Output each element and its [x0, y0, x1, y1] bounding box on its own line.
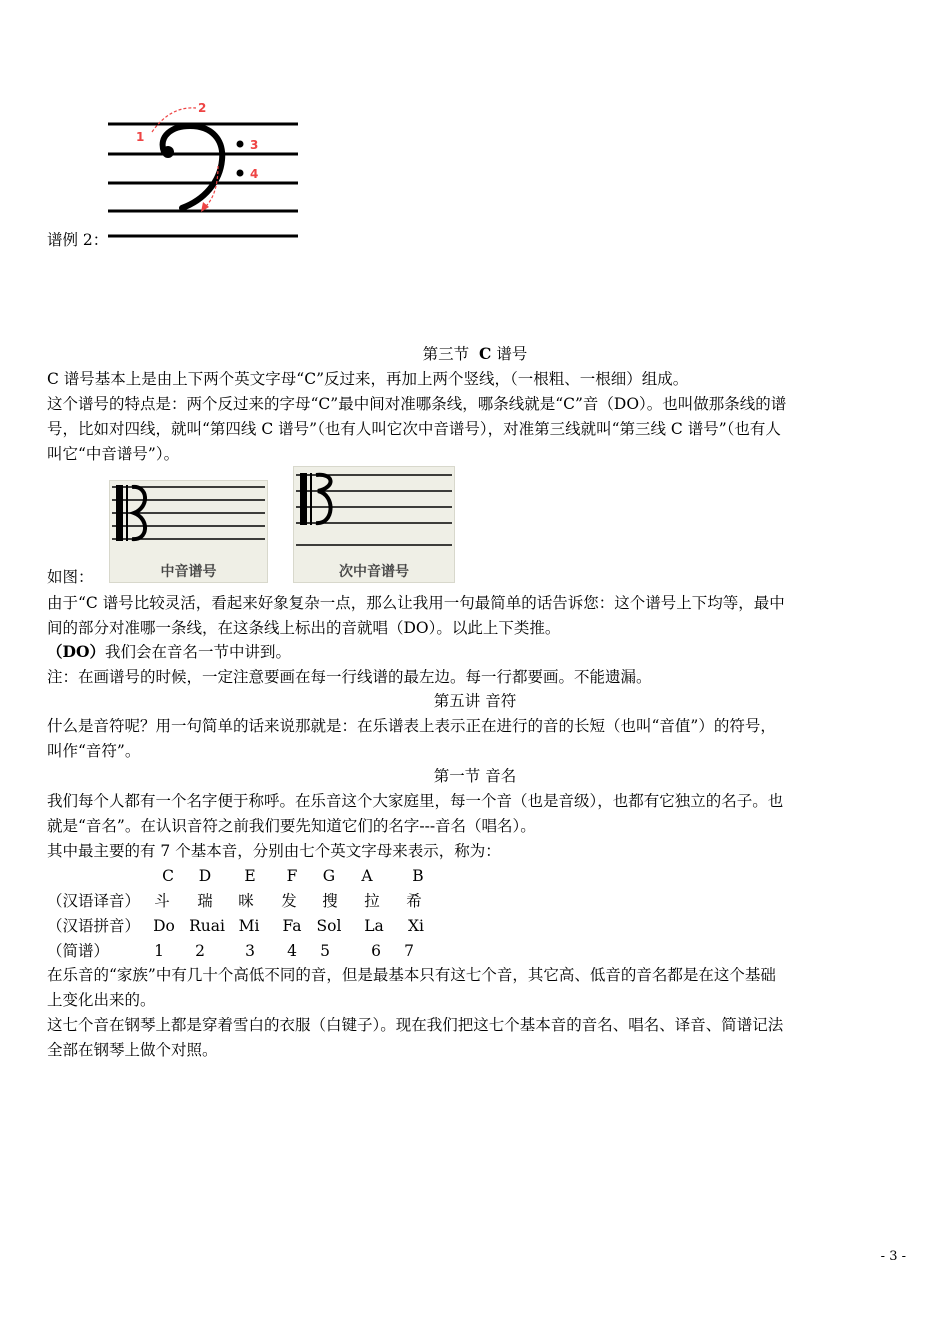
note-letter: E	[244, 867, 256, 885]
section-title: 第一节 音名	[433, 767, 517, 785]
note-letter: A	[361, 867, 373, 885]
note-cell: 7	[404, 942, 414, 960]
marker-4: 4	[250, 167, 259, 181]
paragraph: 叫它“中音谱号”）。	[47, 445, 180, 463]
alto-clef-caption: 中音谱号	[160, 564, 217, 580]
paragraph: （DO）我们会在音名一节中讲到。	[47, 642, 291, 661]
note-cell: Mi	[238, 917, 260, 935]
note-cell: 希	[406, 892, 422, 910]
paragraph: 号，比如对四线，就叫“第四线 C 谱号”（也有人叫它次中音谱号），对准第三线就叫“第三线 C 谱号”（也有人	[47, 420, 781, 438]
row-label: （汉语拼音）	[47, 917, 141, 935]
paragraph: 叫作“音符”。	[47, 742, 141, 760]
tenor-clef-image	[293, 466, 455, 583]
note-cell: 拉	[364, 892, 380, 910]
note-cell: 搜	[322, 892, 338, 910]
note-cell: 咪	[238, 892, 254, 910]
paragraph: 什么是音符呢？用一句简单的话来说那就是：在乐谱表上表示正在进行的音的长短（也叫“音值”）的符号，	[47, 717, 776, 735]
paragraph: 间的部分对准哪一条线，在这条线上标出的音就唱（DO）。以此上下类推。	[47, 619, 561, 637]
figure-label: 如图：	[47, 568, 94, 586]
note-cell: Sol	[316, 917, 342, 935]
row-label: （简谱）	[47, 942, 110, 960]
note-cell: 发	[281, 892, 297, 910]
note-cell: Xi	[408, 917, 424, 935]
paragraph: 这个谱号的特点是：两个反过来的字母“C”最中间对准哪条线，哪条线就是“C”音（DO）。也叫做那条线的谱	[47, 395, 787, 413]
paragraph: 由于“C 谱号比较灵活，看起来好象复杂一点，那么让我用一句最简单的话告诉您：这个谱号上下均等，最中	[47, 594, 785, 612]
bass-clef-figure	[100, 96, 305, 241]
lecture-title: 第五讲 音符	[433, 692, 517, 710]
paragraph: C 谱号基本上是由上下两个英文字母“C”反过来，再加上两个竖线，（一根粗、一根细）组成。	[47, 370, 689, 388]
note: 注：在画谱号的时候，一定注意要画在每一行线谱的最左边。每一行都要画。不能遗漏。	[47, 668, 652, 686]
paragraph: 上变化出来的。	[47, 991, 156, 1009]
note-cell: 6	[371, 942, 381, 960]
paragraph: 其中最主要的有 7 个基本音，分别由七个英文字母来表示，称为：	[47, 842, 501, 860]
note-cell: Fa	[282, 917, 302, 935]
note-cell: Ruai	[189, 917, 225, 935]
marker-3: 3	[250, 138, 259, 152]
marker-1: 1	[136, 130, 145, 144]
note-letter: G	[322, 867, 336, 885]
note-cell: 3	[245, 942, 255, 960]
page-number: - 3 -	[880, 1249, 906, 1264]
note-cell: La	[364, 917, 384, 935]
note-cell: 斗	[154, 892, 170, 910]
section-title: 第三节 C 谱号	[422, 344, 528, 363]
example-label: 谱例 2：	[47, 231, 109, 249]
alto-clef-image	[109, 480, 268, 583]
note-letter: C	[162, 867, 174, 885]
note-letter: D	[198, 867, 212, 885]
paragraph: 这七个音在钢琴上都是穿着雪白的衣服（白键子）。现在我们把这七个基本音的音名、唱名、译音、简谱记法	[47, 1016, 784, 1034]
note-cell: 瑞	[197, 892, 213, 910]
note-letter: F	[286, 867, 298, 885]
note-cell: 5	[320, 942, 330, 960]
marker-2: 2	[198, 101, 207, 115]
paragraph: 就是“音名”。在认识音符之前我们要先知道它们的名字---音名（唱名）。	[47, 817, 536, 835]
note-cell: Do	[153, 917, 175, 935]
paragraph: 在乐音的“家族”中有几十个高低不同的音，但是最基本只有这七个音，其它高、低音的音名都是在这个基础	[47, 966, 776, 984]
note-letter: B	[412, 867, 424, 885]
note-cell: 2	[195, 942, 205, 960]
note-cell: 4	[287, 942, 297, 960]
tenor-clef-caption: 次中音谱号	[339, 564, 409, 580]
paragraph: 全部在钢琴上做个对照。	[47, 1041, 218, 1059]
note-cell: 1	[154, 942, 164, 960]
row-label: （汉语译音）	[47, 892, 141, 910]
paragraph: 我们每个人都有一个名字便于称呼。在乐音这个大家庭里，每一个音（也是音级），也都有它独立的名子。也	[47, 792, 784, 810]
